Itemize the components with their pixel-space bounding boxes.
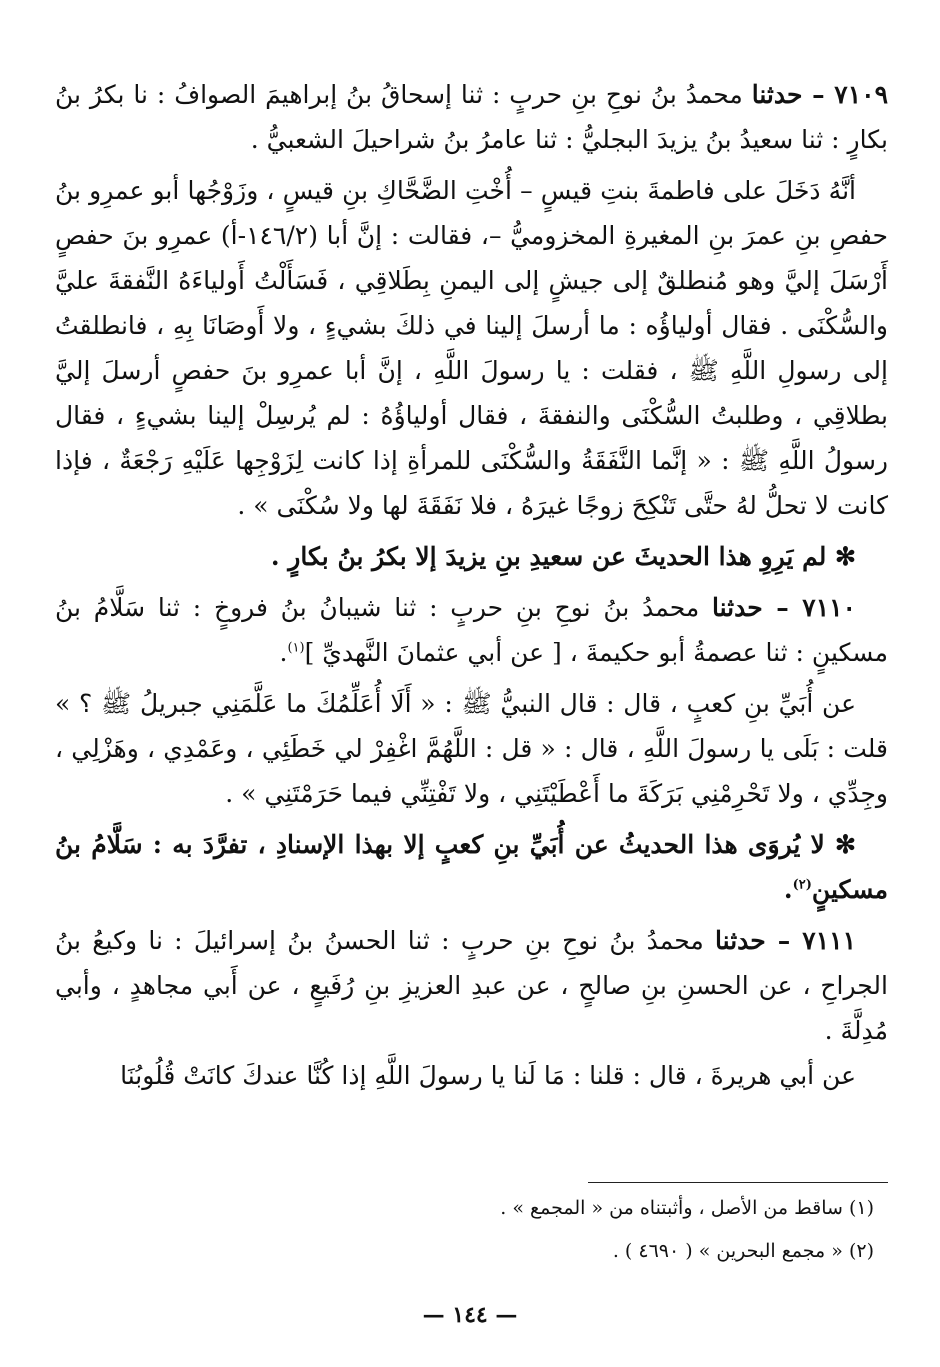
footnote-divider (588, 1182, 888, 1183)
isnad-text: محمدُ بنُ نوحِ بنِ حربٍ : ثنا الحسنُ بنُ إسرائيلَ : نا وكيعُ بنُ الجراحِ ، عن الحسنِ بنِ صالحٍ ، عن عبدِ العزيزِ بنِ رُفَيعٍ ، عن أَبي مجاهدٍ ، وأبي مُدِلَّةَ . (55, 926, 888, 1045)
main-text (55, 72, 888, 1098)
footnote-2: (٢) « مجمع البحرين » ( ٤٦٩٠ ) . (612, 1240, 874, 1262)
hadith-number: ٧١٠٩ – حدثنا (751, 80, 888, 109)
punctuation: . (279, 638, 288, 667)
hadith-7110-note (55, 822, 888, 912)
page-number: — ١٤٤ — (422, 1302, 518, 1328)
note-text: ✻ لا يُروَى هذا الحديثُ عن أُبَيِّ بنِ كعبٍ إلا بهذا الإسنادِ ، تفرَّدَ به : سَلَّامُ بنُ مسكينٍ (55, 830, 888, 904)
hadith-7109-note: ✻ لم يَرِوِ هذا الحديثَ عن سعيدِ بنِ يزيدَ إلا بكرُ بنُ بكارٍ . (270, 542, 856, 571)
hadith-number: ٧١١٠ – حدثنا (712, 593, 856, 622)
footnote-1: (١) ساقط من الأصل ، وأثبتناه من « المجمع » . (500, 1197, 874, 1219)
isnad-text: محمدُ بنُ نوحِ بنِ حربٍ : ثنا إسحاقُ بنُ إبراهيمَ الصوافُ : نا بكرُ بنُ بكارٍ : ثنا سعيدُ بنُ يزيدَ البجليُّ : ثنا عامرُ بنُ شراحيلَ الشعبيُّ . (55, 80, 888, 154)
hadith-7109-isnad (55, 72, 888, 162)
isnad-text: محمدُ بنُ نوحِ بنِ حربٍ : ثنا شيبانُ بنُ فروخٍ : ثنا سَلَّامُ بنُ مسكينٍ : ثنا عصمةُ أبو حكيمةَ ، [ عن أبي عثمانَ النَّهديِّ ] (55, 593, 888, 667)
hadith-7110-matn: عن أُبَيِّ بنِ كعبٍ ، قال : قال النبيُّ ﷺ : « أَلَا أُعَلِّمُكَ ما عَلَّمَنِي جبريلُ ﷺ ؟ » قلت : بَلَى يا رسولَ اللَّهِ ، قال : « قل : اللَّهُمَّ اغْفِرْ لي خَطَئِي ، وعَمْدِي ، وهَزْلِي ، وجِدِّي ، ولا تَحْرِمْنِي بَرَكَةَ ما أَعْطَيْتَنِي ، ولا تَفْتِنِّي فيما حَرَمْتَنِي » . (55, 689, 888, 808)
punctuation: . (783, 875, 793, 904)
footnote-ref: (٢) (792, 877, 812, 893)
hadith-number: ٧١١١ – حدثنا (715, 926, 856, 955)
hadith-7111-isnad (55, 918, 888, 1053)
hadith-7110-isnad (55, 585, 888, 675)
footnote-ref: (١) (287, 640, 305, 656)
hadith-7109-matn: أنَّهُ دَخَلَ على فاطمةَ بنتِ قيسٍ – أُخْتِ الضَّحَّاكِ بنِ قيسٍ ، وزَوْجُها أبو عمرِو بنُ حفصِ بنِ عمرَ بنِ المغيرةِ المخزوميُّ –، فقالت : إنَّ أبا (١٤٦/٢-أ) عمرِو بنَ حفصٍ أَرْسَلَ إليَّ وهو مُنطلقٌ إلى جيشٍ إلى اليمنِ بِطَلاقِي ، فَسَأَلْتُ أَولياءَهُ النَّفقةَ عليَّ والسُّكْنَى . فقال أولياؤُه : ما أرسلَ إلينا في ذلكَ بشيءٍ ، ولا أَوصَانَا بِهِ ، فانطلقتُ إلى رسولِ اللَّهِ ﷺ ، فقلت : يا رسولَ اللَّهِ ، إنَّ أبا عمرِو بنَ حفصٍ أرسلَ إليَّ بطلاقِي ، وطلبتُ السُّكْنَى والنفقةَ ، فقال أولياؤُهُ : لم يُرسِلْ إلينا بشيءٍ ، فقال رسولُ اللَّهِ ﷺ : « إنَّما النَّفَقَةُ والسُّكْنَى للمرأةِ إذا كانت لِزَوْجِها عَلَيْهِ رَجْعَةٌ ، فإذا كانت لا تحلُّ لهُ حتَّى تَنْكِحَ زوجًا غيرَهُ ، فلا نَفَقَةَ لها ولا سُكْنَى » . (55, 176, 888, 520)
hadith-7111-matn: عن أبي هريرةَ ، قال : قلنا : مَا لَنا يا رسولَ اللَّهِ إذا كُنَّا عندكَ كانَتْ قُلُوبُنَا (120, 1061, 856, 1090)
